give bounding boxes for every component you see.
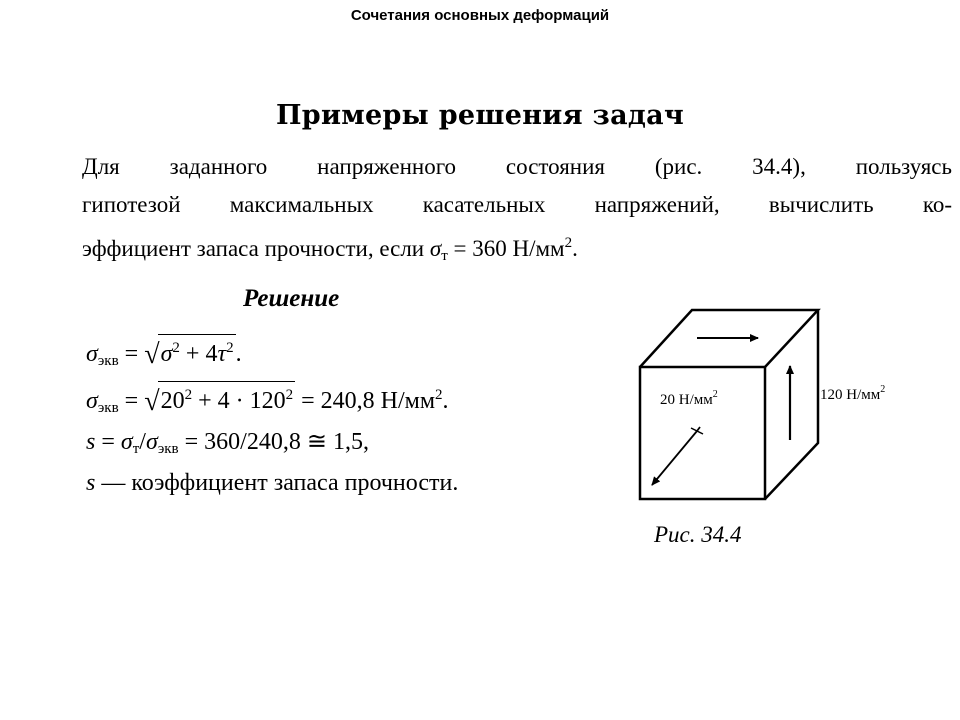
problem-line-3-text: эффициент запаса прочности, если (82, 236, 430, 261)
problem-line-3 (82, 224, 952, 275)
formula-3-s: s (86, 429, 96, 455)
solution-formulas (86, 334, 458, 500)
formula-2-result-sup: 2 (435, 387, 443, 403)
formula-4-rest: — коэффициент запаса прочности. (95, 470, 459, 496)
radicand-tau: τ (217, 341, 227, 367)
normal-arrow-diagonal-icon (652, 431, 697, 485)
stress-cube-figure (630, 300, 960, 560)
formula-1-lhs-sub: экв (97, 353, 119, 369)
line-end: . (572, 236, 578, 261)
formula-1-end: . (235, 341, 242, 367)
formula-3-sigma: σ (120, 429, 133, 455)
unit-superscript: 2 (564, 235, 573, 251)
formula-3-rest: = 360/240,8 ≅ 1,5, (178, 429, 369, 455)
figure-caption: Рис. 34.4 (654, 522, 742, 547)
sigma-subscript: т (441, 248, 448, 264)
sqrt-icon: √ (144, 386, 160, 417)
formula-3-sigma2-sub: экв (157, 441, 179, 457)
formula-1-lhs: σ (86, 341, 98, 367)
stress-label-20: 20 $Н/мм^2$ (660, 389, 718, 408)
formula-2-result: = 240,8 Н/мм (295, 388, 436, 414)
formula-2-end: . (442, 388, 449, 414)
yield-value: = 360 Н/мм (447, 236, 565, 261)
problem-line-2: гипотезой максимальных касательных напряжений, вычислить ко- (82, 192, 952, 217)
formula-2-radicand (158, 381, 296, 414)
solution-heading: Решение (243, 285, 340, 312)
formula-1-eq: = (118, 341, 145, 367)
formula-3-sigma2: σ (145, 429, 158, 455)
radicand-20: 20 (160, 388, 185, 414)
radicand-sigma-sup: 2 (172, 340, 180, 356)
formula-2-eq: = (118, 388, 145, 414)
formula-2-lhs: σ (86, 388, 98, 414)
diagonal-arrow-cross (691, 428, 703, 434)
formula-2 (86, 378, 458, 425)
radicand-120: + 4 · 120 (192, 388, 286, 414)
problem-statement (82, 148, 952, 275)
stress-label-120: 120 $Н/мм^2$ (820, 384, 886, 403)
formula-2-lhs-sub: экв (97, 400, 119, 416)
radicand-20-sup: 2 (184, 387, 193, 403)
formula-1 (86, 334, 458, 378)
formula-3-sigma-sub: т (132, 441, 140, 457)
formula-1-radicand (158, 334, 236, 367)
slide-header: Сочетания основных деформаций (350, 7, 610, 24)
formula-4-s: s (86, 470, 96, 496)
radicand-tau-sup: 2 (226, 340, 234, 356)
radicand-120-sup: 2 (285, 387, 294, 403)
formula-3 (86, 425, 458, 466)
sigma-symbol: σ (429, 236, 442, 261)
page-title: Примеры решения задач (275, 100, 685, 131)
formula-3-slash: / (139, 429, 146, 455)
formula-4 (86, 466, 458, 500)
radicand-mid: + 4 (179, 341, 218, 367)
formula-3-eq: = (95, 429, 121, 455)
radicand-sigma: σ (160, 341, 173, 367)
problem-line-1: Для заданного напряженного состояния (рис. 34.4), пользуясь (82, 154, 952, 179)
sqrt-icon: √ (144, 339, 160, 370)
